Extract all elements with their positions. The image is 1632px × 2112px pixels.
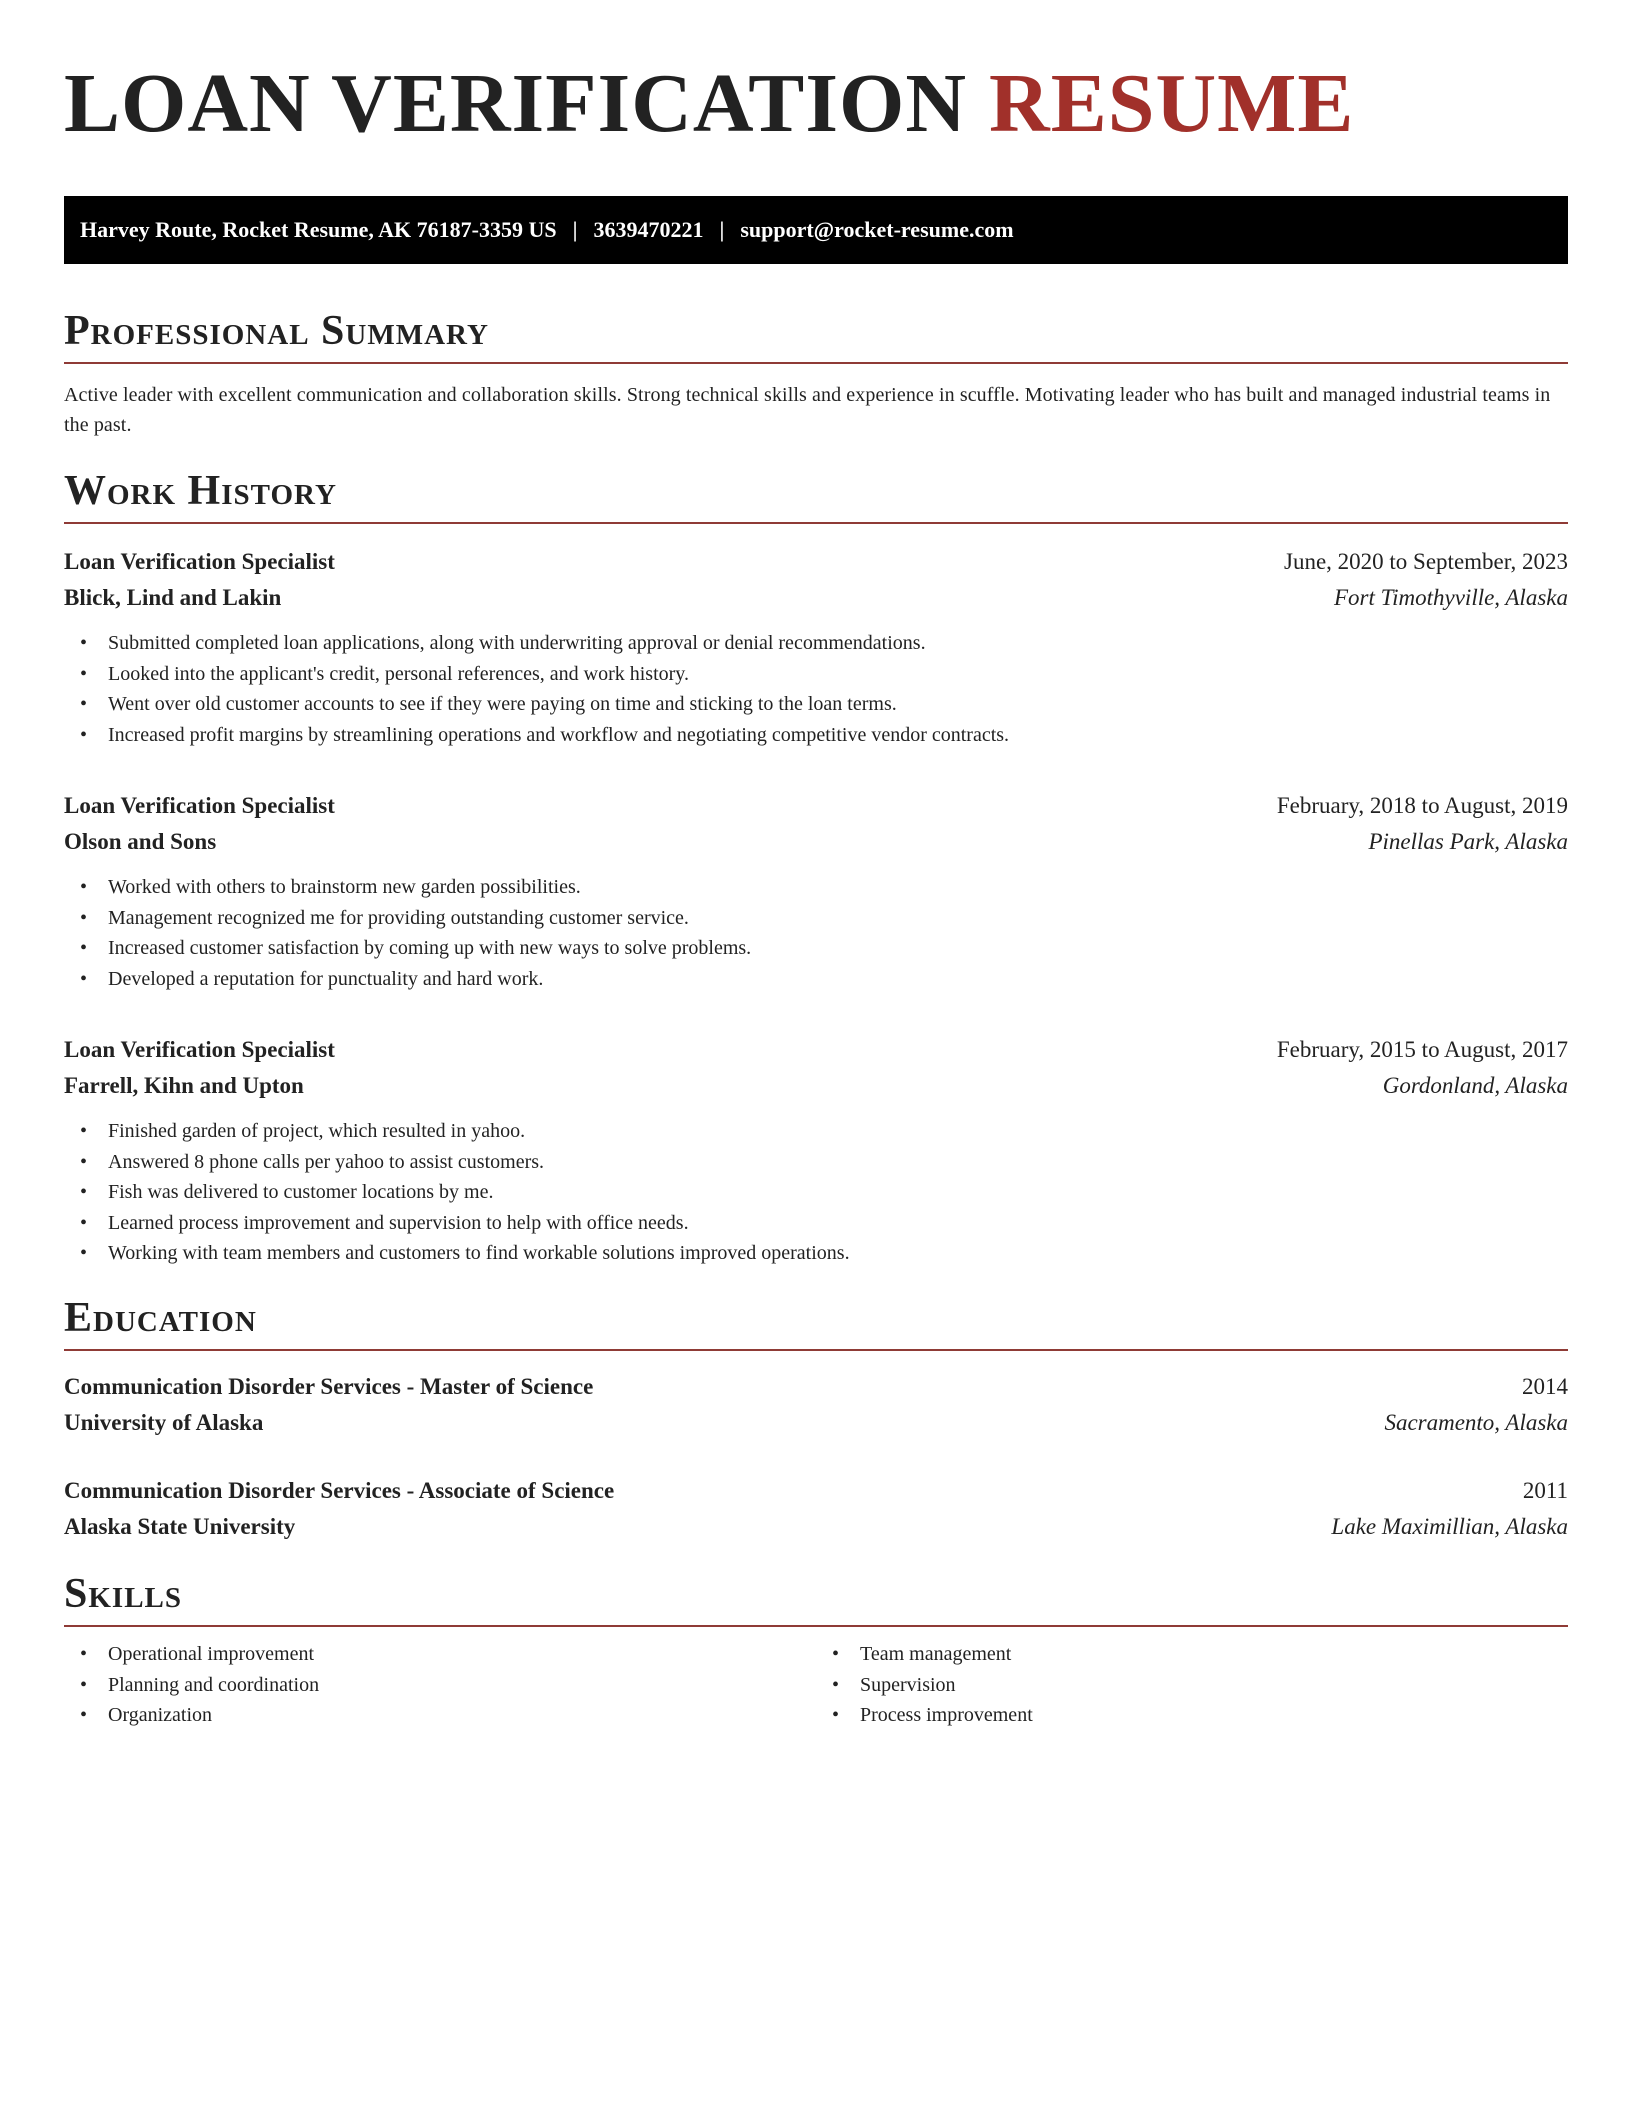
contact-separator: | xyxy=(572,217,578,242)
job-location: Pinellas Park, Alaska xyxy=(1368,829,1568,855)
job-company: Blick, Lind and Lakin xyxy=(64,585,282,611)
job-entry xyxy=(64,1032,1568,1269)
education-heading: Education xyxy=(64,1295,1568,1351)
edu-location: Sacramento, Alaska xyxy=(1384,1410,1568,1436)
edu-school: Alaska State University xyxy=(64,1514,296,1540)
skill-item: • Operational improvement xyxy=(64,1639,816,1670)
list-item: • Working with team members and customers to find workable solutions improved operations. xyxy=(64,1238,1568,1269)
contact-address: Harvey Route, Rocket Resume, AK 76187-3359 US xyxy=(80,217,557,242)
edu-degree: Communication Disorder Services - Associate of Science xyxy=(64,1478,615,1504)
contact-email: support@rocket-resume.com xyxy=(740,217,1014,242)
job-title: Loan Verification Specialist xyxy=(64,1037,335,1063)
education-entry xyxy=(64,1473,1568,1545)
list-item: • Management recognized me for providing outstanding customer service. xyxy=(64,903,1568,934)
skills-heading: Skills xyxy=(64,1571,1568,1627)
job-company: Olson and Sons xyxy=(64,829,217,855)
title-accent: RESUME xyxy=(989,57,1355,150)
job-bullets xyxy=(64,872,1568,994)
job-bullets xyxy=(64,628,1568,750)
list-item: • Looked into the applicant's credit, personal references, and work history. xyxy=(64,659,1568,690)
skill-item: • Supervision xyxy=(816,1670,1568,1701)
job-title: Loan Verification Specialist xyxy=(64,793,335,819)
contact-separator: | xyxy=(719,217,725,242)
job-entry xyxy=(64,788,1568,994)
edu-year: 2011 xyxy=(1522,1478,1568,1504)
edu-location: Lake Maximillian, Alaska xyxy=(1331,1514,1568,1540)
edu-year: 2014 xyxy=(1522,1374,1568,1400)
edu-degree: Communication Disorder Services - Master of Science xyxy=(64,1374,594,1400)
skill-item: • Process improvement xyxy=(816,1700,1568,1731)
resume-title xyxy=(64,57,1568,158)
education-entry xyxy=(64,1369,1568,1441)
job-dates: June, 2020 to September, 2023 xyxy=(1284,549,1568,575)
job-location: Fort Timothyville, Alaska xyxy=(1333,585,1568,611)
list-item: • Submitted completed loan applications, along with underwriting approval or denial recommendations. xyxy=(64,628,1568,659)
skill-item: • Organization xyxy=(64,1700,816,1731)
edu-school: University of Alaska xyxy=(64,1410,264,1436)
summary-text: Active leader with excellent communication and collaboration skills. Strong technical skills and experience in scuffle. Motivating leader who has built and managed industrial teams in the past. xyxy=(64,384,1551,437)
job-dates: February, 2015 to August, 2017 xyxy=(1276,1037,1568,1063)
list-item: • Developed a reputation for punctuality and hard work. xyxy=(64,964,1568,995)
contact-bar xyxy=(64,196,1568,264)
skills-grid xyxy=(64,1639,1568,1731)
skill-item: • Planning and coordination xyxy=(64,1670,816,1701)
job-location: Gordonland, Alaska xyxy=(1382,1073,1568,1099)
work-history-heading: Work History xyxy=(64,468,1568,524)
list-item: • Fish was delivered to customer locations by me. xyxy=(64,1177,1568,1208)
list-item: • Learned process improvement and supervision to help with office needs. xyxy=(64,1208,1568,1239)
list-item: • Answered 8 phone calls per yahoo to assist customers. xyxy=(64,1147,1568,1178)
skill-item: • Team management xyxy=(816,1639,1568,1670)
list-item: • Finished garden of project, which resulted in yahoo. xyxy=(64,1116,1568,1147)
job-company: Farrell, Kihn and Upton xyxy=(64,1073,304,1099)
summary-heading: Professional Summary xyxy=(64,308,1568,364)
job-dates: February, 2018 to August, 2019 xyxy=(1276,793,1568,819)
list-item: • Worked with others to brainstorm new garden possibilities. xyxy=(64,872,1568,903)
title-main: LOAN VERIFICATION xyxy=(64,57,968,150)
job-bullets xyxy=(64,1116,1568,1269)
skills-column-right xyxy=(816,1639,1568,1731)
list-item: • Increased customer satisfaction by coming up with new ways to solve problems. xyxy=(64,933,1568,964)
skills-column-left xyxy=(64,1639,816,1731)
job-entry xyxy=(64,544,1568,750)
job-title: Loan Verification Specialist xyxy=(64,549,335,575)
contact-phone: 3639470221 xyxy=(593,217,704,242)
list-item: • Went over old customer accounts to see if they were paying on time and sticking to the loan terms. xyxy=(64,689,1568,720)
list-item: • Increased profit margins by streamlining operations and workflow and negotiating competitive vendor contracts. xyxy=(64,720,1568,751)
